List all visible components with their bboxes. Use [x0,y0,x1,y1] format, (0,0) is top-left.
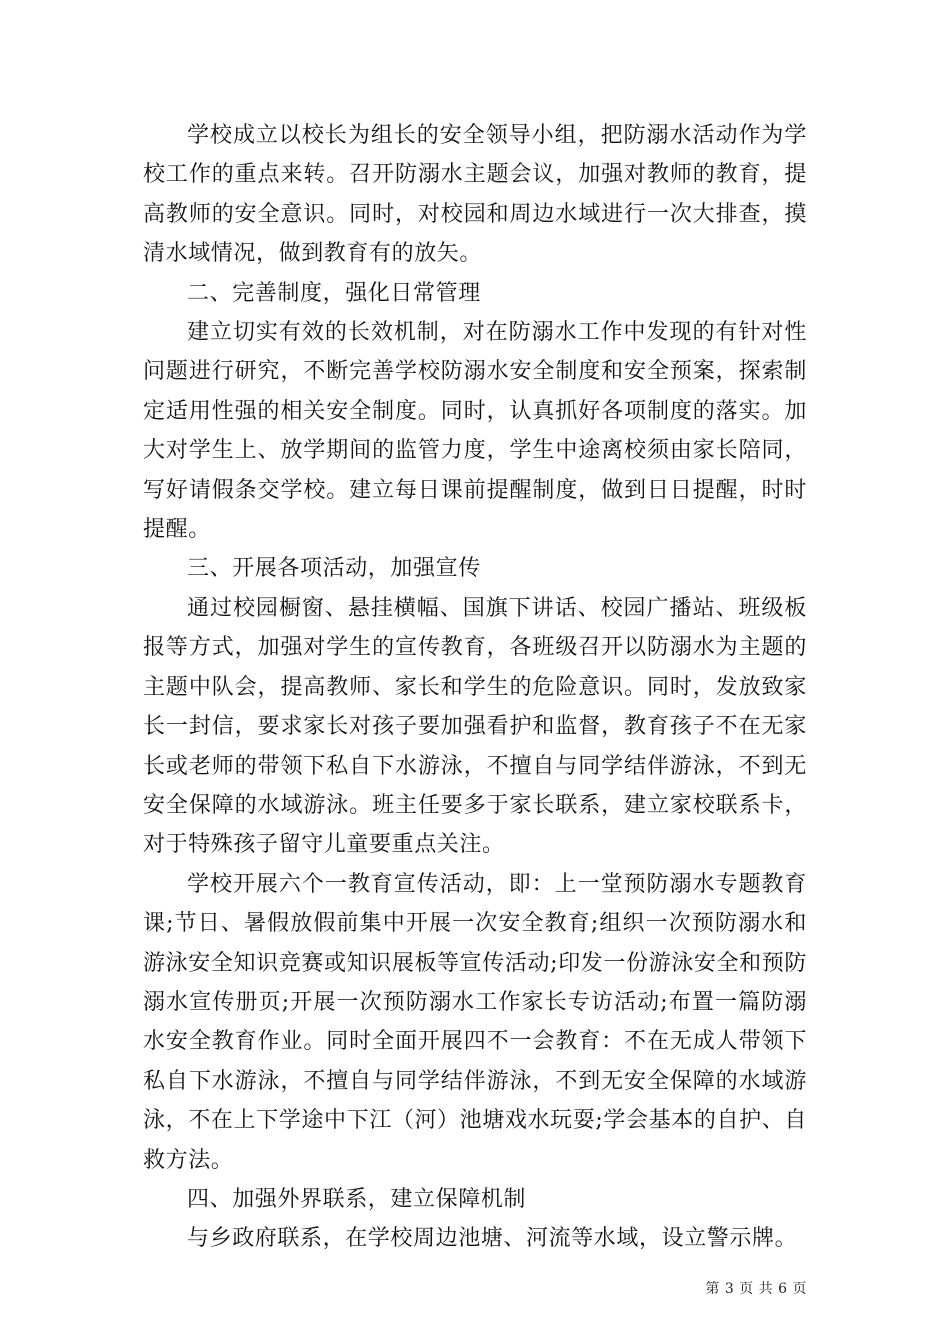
section-heading-4: 四、加强外界联系，建立保障机制 [187,1186,527,1212]
section-heading-3: 三、开展各项活动，加强宣传 [187,556,481,582]
paragraph-publicity: 通过校园橱窗、悬挂横幅、国旗下讲话、校园广播站、班级板报等方式，加强对学生的宣传教育，各班级召开以防溺水为主题的主题中队会，提高教师、家长和学生的危险意识。同时，发放致家长一封信，要求家长对孩子要加强看护和监督，教育孩子不在无家长或老师的带领下私自下水游泳，不擅自与同学结伴游泳，不到无安全保障的水域游泳。班主任要多于家长联系，建立家校联系卡，对于特殊孩子留守儿童要重点关注。 [143,595,807,858]
paragraph-leadership: 学校成立以校长为组长的安全领导小组，把防溺水活动作为学校工作的重点来转。召开防溺水主题会议，加强对教师的教育，提高教师的安全意识。同时，对校园和周边水域进行一次大排查，摸清水域情况，做到教育有的放矢。 [143,123,807,267]
paragraph-activities: 学校开展六个一教育宣传活动，即：上一堂预防溺水专题教育课;节日、暑假放假前集中开展一次安全教育;组织一次预防溺水和游泳安全知识竞赛或知识展板等宣传活动;印发一份游泳安全和预防溺水宣传册页;开展一次预防溺水工作家长专访活动;布置一篇防溺水安全教育作业。同时全面开展四不一会教育：不在无成人带领下私自下水游泳，不擅自与同学结伴游泳，不到无安全保障的水域游泳，不在上下学途中下江（河）池塘戏水玩耍;学会基本的自护、自救方法。 [143,871,807,1173]
document-body [143,116,807,1259]
paragraph-external: 与乡政府联系，在学校周边池塘、河流等水域，设立警示牌。 [187,1226,798,1252]
page-number: 第 3 页 共 6 页 [705,1281,807,1297]
section-heading-2: 二、完善制度，强化日常管理 [187,280,481,306]
paragraph-system: 建立切实有效的长效机制，对在防溺水工作中发现的有针对性问题进行研究，不断完善学校防溺水安全制度和安全预案，探索制定适用性强的相关安全制度。同时，认真抓好各项制度的落实。加大对学生上、放学期间的监管力度，学生中途离校须由家长陪同，写好请假条交学校。建立每日课前提醒制度，做到日日提醒，时时提醒。 [143,320,807,543]
